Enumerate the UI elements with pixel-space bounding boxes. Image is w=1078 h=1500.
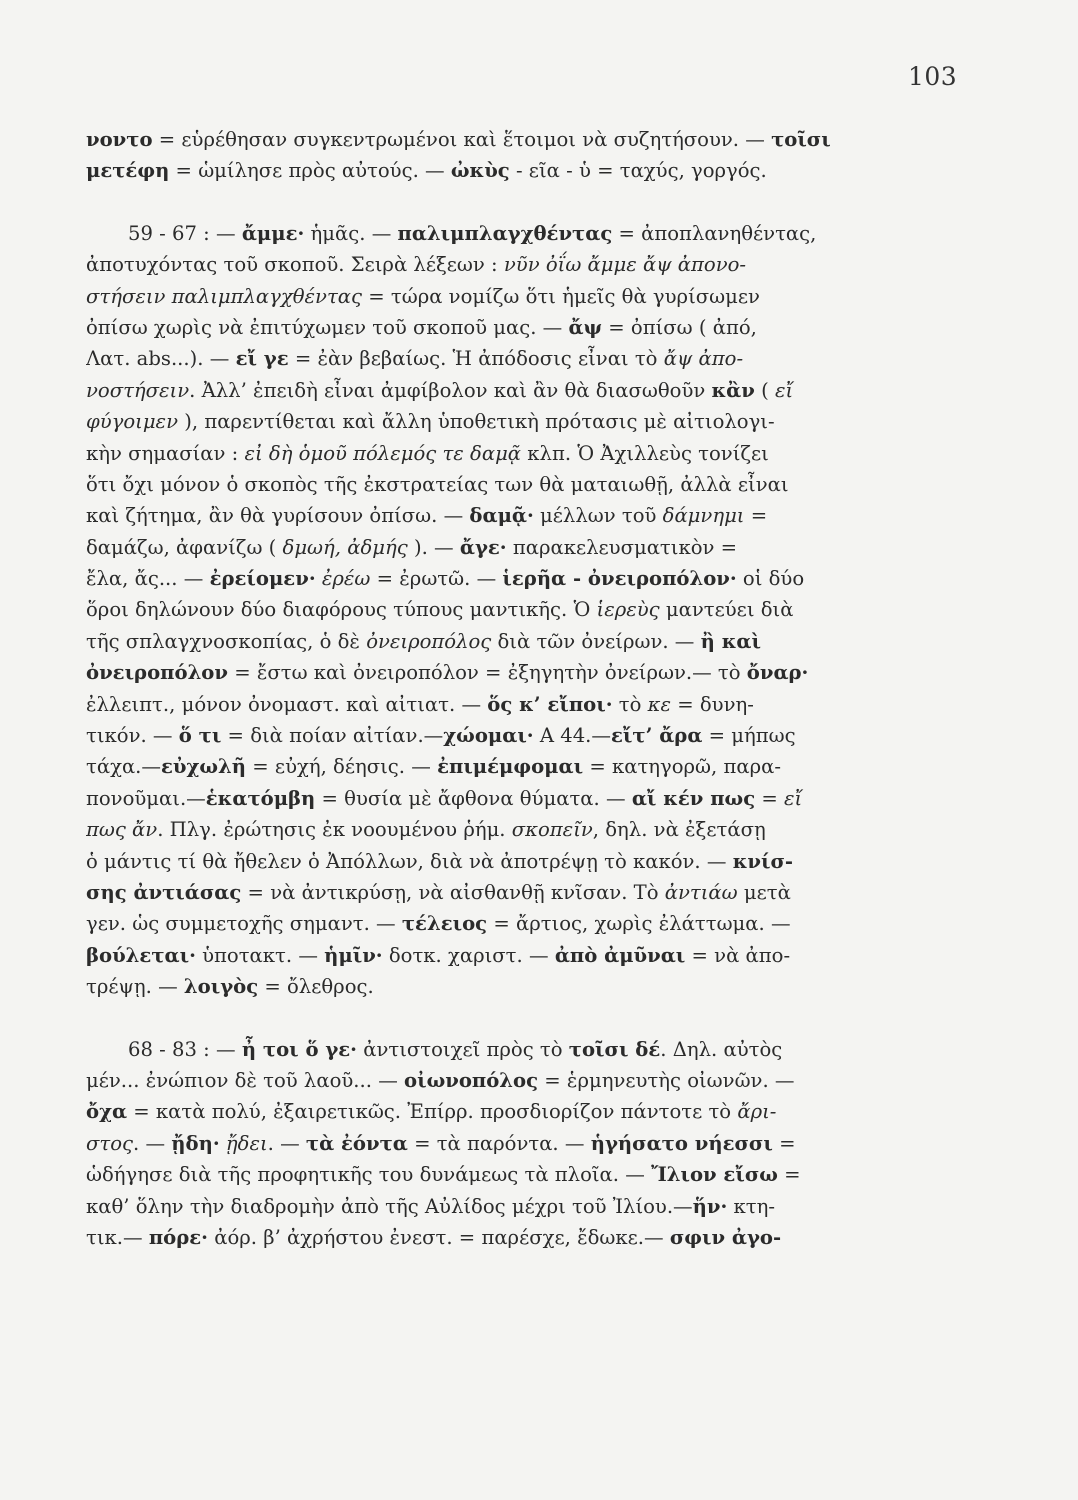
gloss: = νὰ ἀντικρύσῃ, νὰ αἰσθανθῇ κνῖσαν. Τὸ	[241, 880, 665, 904]
gloss: = δυνη-	[671, 692, 754, 716]
text-line	[86, 343, 966, 374]
lemma: πόρε·	[148, 1225, 209, 1249]
quoted-text: ἄψ ἀπο-	[663, 347, 744, 371]
quoted-text: εἴ	[774, 378, 794, 402]
gloss: ὅτι ὄχι μόνον ὁ σκοπὸς τῆς ἐκστρατείας των θὰ ματαιωθῇ, ἀλλὰ εἶναι	[86, 472, 789, 496]
gloss: γεν. ὡς συμμετοχῆς σημαντ. —	[86, 912, 402, 936]
gloss: πονοῦμαι.—	[86, 786, 206, 810]
gloss: = κατηγορῶ, παρα-	[583, 755, 781, 779]
gloss: = ἄρτιος, χωρὶς ἐλάττωμα. —	[487, 912, 791, 936]
quoted-text: ἀντιάω	[664, 880, 738, 904]
lemma: σφιν ἀγο-	[669, 1225, 782, 1249]
gloss: Α 44.—	[533, 724, 611, 748]
gloss: ἔλα, ἄς... —	[86, 567, 210, 591]
lemma: Ἴλιον εἴσω	[651, 1163, 778, 1187]
text-line	[86, 940, 966, 971]
quoted-text: νοστήσειν	[86, 378, 190, 402]
text-line	[86, 469, 966, 500]
text-line	[86, 751, 966, 782]
text-line	[86, 908, 966, 939]
text-line	[86, 814, 966, 845]
gloss: = κατὰ πολύ, ἐξαιρετικῶς. Ἐπίρρ. προσδιορίζον πάντοτε τὸ	[127, 1100, 738, 1124]
lemma: ἑκατόμβη	[205, 786, 316, 810]
quoted-text: νῦν ὀΐω ἄμμε ἄψ ἀπονο-	[503, 253, 747, 277]
text-line	[86, 626, 966, 657]
lemma: ἦ τοι ὅ γε·	[241, 1037, 358, 1061]
gloss: ὡδήγησε διὰ τῆς προφητικῆς του δυνάμεως τὰ πλοῖα. —	[86, 1163, 652, 1187]
gloss: (	[754, 378, 775, 402]
gloss: ὁ μάντις τί θὰ ἤθελεν ὁ Ἀπόλλων, διὰ νὰ ἀποτρέψῃ τὸ κακόν. —	[86, 849, 733, 873]
lemma: κνίσ-	[732, 849, 794, 873]
text-line	[86, 689, 966, 720]
gloss: =	[772, 1131, 796, 1155]
gloss: = εὐχή, δέησις. —	[246, 755, 438, 779]
gloss: κὴν σημασίαν :	[86, 441, 245, 465]
quoted-text: φύγοιμεν	[86, 410, 178, 434]
quoted-text: σκοπεῖν	[511, 818, 593, 842]
quoted-text: κε	[647, 692, 672, 716]
gloss: = ἐρωτῶ. —	[370, 567, 503, 591]
gloss: = εὑρέθησαν συγκεντρωμένοι καὶ ἕτοιμοι νὰ συζητήσουν. —	[152, 128, 772, 151]
gloss: =	[777, 1163, 801, 1187]
gloss: ἀντιστοιχεῖ πρὸς τὸ	[357, 1037, 569, 1061]
text-line	[86, 1034, 966, 1065]
gloss: . —	[267, 1131, 306, 1155]
paragraph-gap	[86, 187, 966, 218]
lemma: τοῖσι δέ	[568, 1037, 661, 1061]
gloss: = ἔστω καὶ ὀνειροπόλον = ἐξηγητὴν ὀνείρων.— τὸ	[227, 661, 747, 685]
lemma: ὄχα	[86, 1100, 128, 1124]
gloss: διὰ τῶν ὀνείρων. —	[491, 629, 701, 653]
commentary-text	[86, 124, 966, 1253]
text-line	[86, 532, 966, 563]
lemma: τοῖσι	[771, 128, 831, 151]
text-line	[86, 877, 966, 908]
lemma: τὰ ἐόντα	[305, 1131, 408, 1155]
paragraph-gap	[86, 1003, 966, 1034]
lemma: ἄγε·	[459, 535, 507, 559]
lemma: ὅ τι	[178, 724, 222, 748]
gloss: = ὄλεθρος.	[258, 975, 374, 999]
text-line	[86, 218, 966, 249]
gloss: κλπ. Ὁ Ἀχιλλεὺς τονίζει	[521, 441, 769, 465]
gloss: = ὡμίλησε πρὸς αὐτούς. —	[169, 159, 451, 183]
gloss: = ἑρμηνευτὴς οἰωνῶν. —	[538, 1068, 795, 1092]
gloss: ἀποτυχόντας τοῦ σκοποῦ. Σειρὰ λέξεων :	[86, 253, 504, 277]
gloss: ὀπίσω χωρὶς νὰ ἐπιτύχωμεν τοῦ σκοποῦ μας. —	[86, 315, 569, 339]
gloss: ). —	[407, 535, 460, 559]
lemma: εὐχωλῆ	[161, 755, 247, 779]
quoted-text: δάμνημι	[662, 504, 745, 528]
gloss: =	[744, 504, 768, 528]
text-line	[86, 375, 966, 406]
gloss: ὅροι δηλώνουν δύο διαφόρους τύπους μαντικῆς. Ὁ	[86, 598, 597, 622]
gloss: = τώρα νομίζω ὅτι ἡμεῖς θὰ γυρίσωμεν	[362, 284, 760, 308]
gloss: ), παρεντίθεται καὶ ἄλλη ὑποθετικὴ πρότασις μὲ αἰτιολογι-	[177, 410, 775, 434]
text-line	[86, 1128, 966, 1159]
lemma: ἱερῆα - ὀνειροπόλον·	[502, 567, 737, 591]
gloss: = τὰ παρόντα. —	[407, 1131, 591, 1155]
lemma: ὀνειροπόλον	[86, 661, 228, 685]
gloss: καὶ ζήτημα, ἂν θὰ γυρίσουν ὀπίσω. —	[86, 504, 470, 528]
text-line	[86, 155, 966, 186]
page-number: 103	[908, 62, 958, 91]
gloss: = ἀποπλανηθέντας,	[612, 221, 817, 245]
gloss: καθ’ ὅλην τὴν διαδρομὴν ἀπὸ τῆς Αὐλίδος μέχρι τοῦ Ἰλίου.—	[86, 1194, 693, 1218]
gloss: παρακελευσματικὸν =	[506, 535, 738, 559]
lemma: ἡγήσατο νήεσσι	[590, 1131, 773, 1155]
gloss: ὑποτακτ. —	[195, 943, 325, 967]
gloss: 68 - 83 : —	[128, 1037, 242, 1061]
gloss: , δηλ. νὰ ἐξετάσῃ	[592, 818, 766, 842]
gloss: = θυσία μὲ ἄφθονα θύματα. —	[315, 786, 632, 810]
gloss: 59 - 67 : —	[128, 221, 242, 245]
lemma: ὠκὺς	[450, 159, 510, 183]
gloss: μαντεύει διὰ	[659, 598, 794, 622]
text-line	[86, 438, 966, 469]
lemma: ᾔδη·	[171, 1131, 220, 1155]
gloss: τικόν. —	[86, 724, 179, 748]
text-line	[86, 971, 966, 1002]
text-line	[86, 406, 966, 437]
gloss: = νὰ ἀπο-	[685, 943, 791, 967]
gloss: - εῖα - ὑ = ταχύς, γοργός.	[509, 159, 767, 183]
lemma: ὄναρ·	[746, 661, 809, 685]
gloss: . Ἀλλ’ ἐπειδὴ εἶναι ἀμφίβολον καὶ ἂν θὰ διασωθοῦν	[189, 378, 712, 402]
lemma: ὅς κ’ εἴποι·	[487, 692, 613, 716]
lemma: εἴτ’ ἄρα	[611, 724, 703, 748]
lemma: ἐρείομεν·	[209, 567, 316, 591]
text-line	[86, 249, 966, 280]
lemma: αἴ κέν πως	[631, 786, 756, 810]
quoted-text: στήσειν παλιμπλαγχθέντας	[86, 284, 362, 308]
gloss: μετὰ	[737, 880, 791, 904]
gloss: ἐλλειπτ., μόνον ὀνομαστ. καὶ αἰτιατ. —	[86, 692, 488, 716]
gloss: . Πλγ. ἐρώτησις ἐκ νοουμένου ῥήμ.	[157, 818, 512, 842]
lemma: νοντο	[86, 128, 153, 151]
lemma: εἴ γε	[235, 347, 289, 371]
quoted-text: ἐρέω	[321, 567, 371, 591]
quoted-text: ᾔδει	[225, 1131, 268, 1155]
lemma: παλιμπλαγχθέντας	[397, 221, 613, 245]
text-line	[86, 281, 966, 312]
quoted-text: δμωή, ἀδμής	[282, 535, 408, 559]
lemma: ἄψ	[568, 315, 603, 339]
lemma: δαμᾷ·	[469, 504, 534, 528]
gloss: οἱ δύο	[736, 567, 805, 591]
gloss: τῆς σπλαγχνοσκοπίας, ὁ δὲ	[86, 629, 367, 653]
quoted-text: στος	[86, 1131, 133, 1155]
quoted-text: εἰ δὴ ὁμοῦ πόλεμός τε δαμᾷ	[244, 441, 522, 465]
gloss: τάχα.—	[86, 755, 161, 779]
lemma: βούλεται·	[86, 943, 196, 967]
gloss: μέλλων τοῦ	[533, 504, 663, 528]
lemma: ἄμμε·	[241, 221, 305, 245]
gloss: ἀόρ. β’ ἀχρήστου ἐνεστ. = παρέσχε, ἔδωκε.—	[208, 1225, 670, 1249]
quoted-text: εἴ	[784, 786, 803, 810]
lemma: ἢ καὶ	[700, 629, 761, 653]
gloss: μέν... ἐνώπιον δὲ τοῦ λαοῦ... —	[86, 1068, 405, 1092]
lemma: χώομαι·	[443, 724, 534, 748]
text-line	[86, 1222, 966, 1253]
gloss: = ὀπίσω ( ἀπό,	[602, 315, 757, 339]
text-line	[86, 124, 966, 155]
lemma: ἐπιμέμφομαι	[437, 755, 584, 779]
gloss: δαμάζω, ἀφανίζω (	[86, 535, 283, 559]
gloss: = ἐὰν βεβαίως. Ἡ ἀπόδοσις εἶναι τὸ	[288, 347, 664, 371]
text-line	[86, 563, 966, 594]
gloss: = διὰ ποίαν αἰτίαν.—	[221, 724, 444, 748]
gloss: Λατ. abs...). —	[86, 347, 236, 371]
lemma: ἀπὸ ἀμῦναι	[554, 943, 686, 967]
text-line	[86, 1096, 966, 1127]
lemma: ἥν·	[692, 1194, 728, 1218]
text-line	[86, 1159, 966, 1190]
lemma: κἂν	[711, 378, 755, 402]
gloss: κτη-	[727, 1194, 776, 1218]
text-line	[86, 657, 966, 688]
lemma: μετέφη	[86, 159, 170, 183]
lemma: οἰωνοπόλος	[404, 1068, 539, 1092]
gloss: . —	[133, 1131, 172, 1155]
gloss: ἡμᾶς. —	[304, 221, 398, 245]
quoted-text: ἱερεὺς	[596, 598, 660, 622]
gloss: τρέψῃ. —	[86, 975, 184, 999]
gloss: τὸ	[612, 692, 648, 716]
lemma: ἡμῖν·	[324, 943, 383, 967]
text-line	[86, 1191, 966, 1222]
text-line	[86, 783, 966, 814]
quoted-text: ἄρι-	[737, 1100, 777, 1124]
lemma: λοιγὸς	[183, 975, 259, 999]
gloss: =	[755, 786, 785, 810]
gloss: τικ.—	[86, 1225, 149, 1249]
lemma: τέλειος	[401, 912, 488, 936]
text-line	[86, 500, 966, 531]
gloss: δοτκ. χαριστ. —	[382, 943, 555, 967]
text-line	[86, 720, 966, 751]
quoted-text: πως ἄν	[86, 818, 158, 842]
text-line	[86, 312, 966, 343]
gloss: . Δηλ. αὐτὸς	[660, 1037, 783, 1061]
text-line	[86, 846, 966, 877]
gloss: = μήπως	[702, 724, 796, 748]
lemma: σης ἀντιάσας	[86, 880, 242, 904]
text-line	[86, 594, 966, 625]
quoted-text: ὀνειροπόλος	[366, 629, 492, 653]
text-line	[86, 1065, 966, 1096]
